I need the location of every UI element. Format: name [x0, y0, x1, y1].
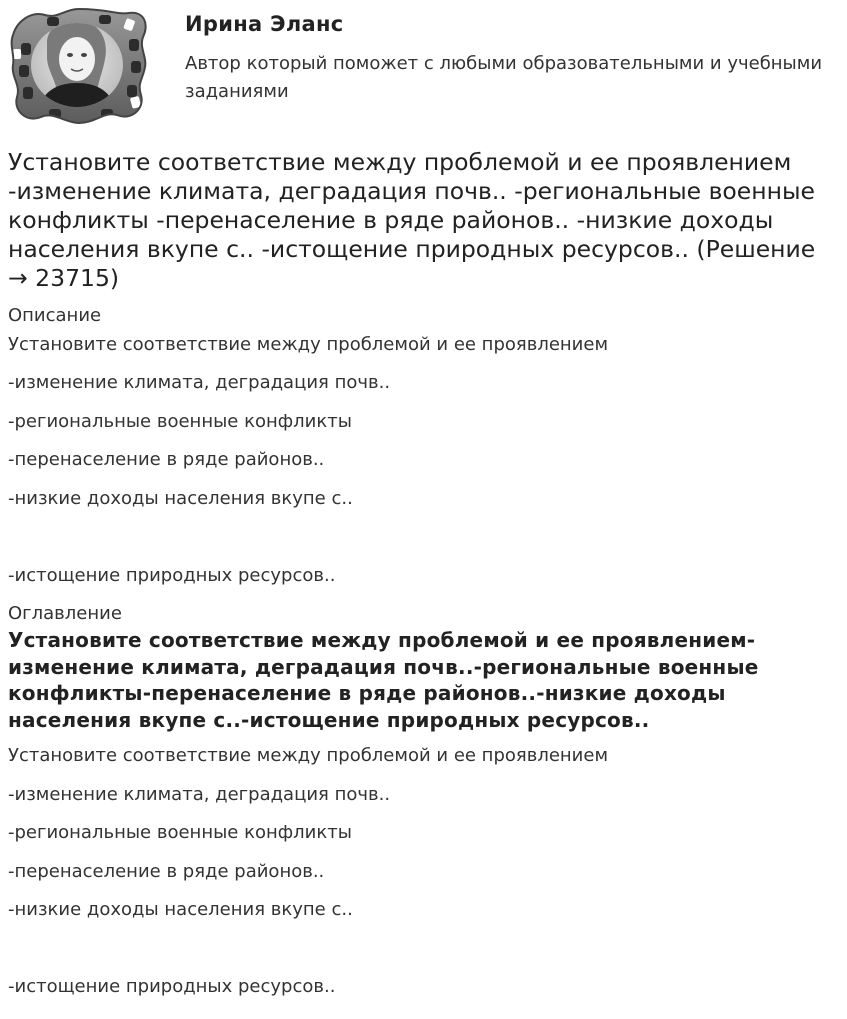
description-line: -низкие доходы населения вкупе с.. — [8, 488, 353, 509]
toc-line: -региональные военные конфликты — [8, 822, 352, 843]
toc-line: -низкие доходы населения вкупе с.. — [8, 899, 353, 920]
author-description: Автор который поможет с любыми образовательными и учебными заданиями — [185, 53, 823, 102]
author-avatar[interactable] — [7, 5, 151, 127]
description-line: -истощение природных ресурсов.. — [8, 565, 336, 586]
toc-label: Оглавление — [8, 603, 122, 624]
toc-line: -перенаселение в ряде районов.. — [8, 861, 325, 882]
page-title: Установите соответствие между проблемой и ее проявлением -изменение климата, деградация почв.. -региональные военные конфликты -перенаселение в ряде районов.. -низкие доходы населения вкупе с.. -истощение природных ресурсов.. (Решение → 23715) — [8, 148, 816, 292]
author-header — [0, 0, 847, 140]
toc-title: Установите соответствие между проблемой и ее проявлением-изменение климата, деградация почв..-региональные военные конфликты-перенаселение в ряде районов..-низкие доходы населения вкупе с..-истощение природных ресурсов.. — [8, 628, 759, 732]
toc-line: -изменение климата, деградация почв.. — [8, 784, 391, 805]
description-line: -региональные военные конфликты — [8, 411, 352, 432]
description-label: Описание — [8, 305, 102, 326]
toc-line: Установите соответствие между проблемой и ее проявлением — [8, 745, 609, 766]
author-name[interactable]: Ирина Эланс — [185, 12, 344, 36]
description-line: Установите соответствие между проблемой и ее проявлением — [8, 334, 609, 355]
description-line: -перенаселение в ряде районов.. — [8, 449, 325, 470]
description-line: -изменение климата, деградация почв.. — [8, 372, 391, 393]
toc-line: -истощение природных ресурсов.. — [8, 976, 336, 997]
